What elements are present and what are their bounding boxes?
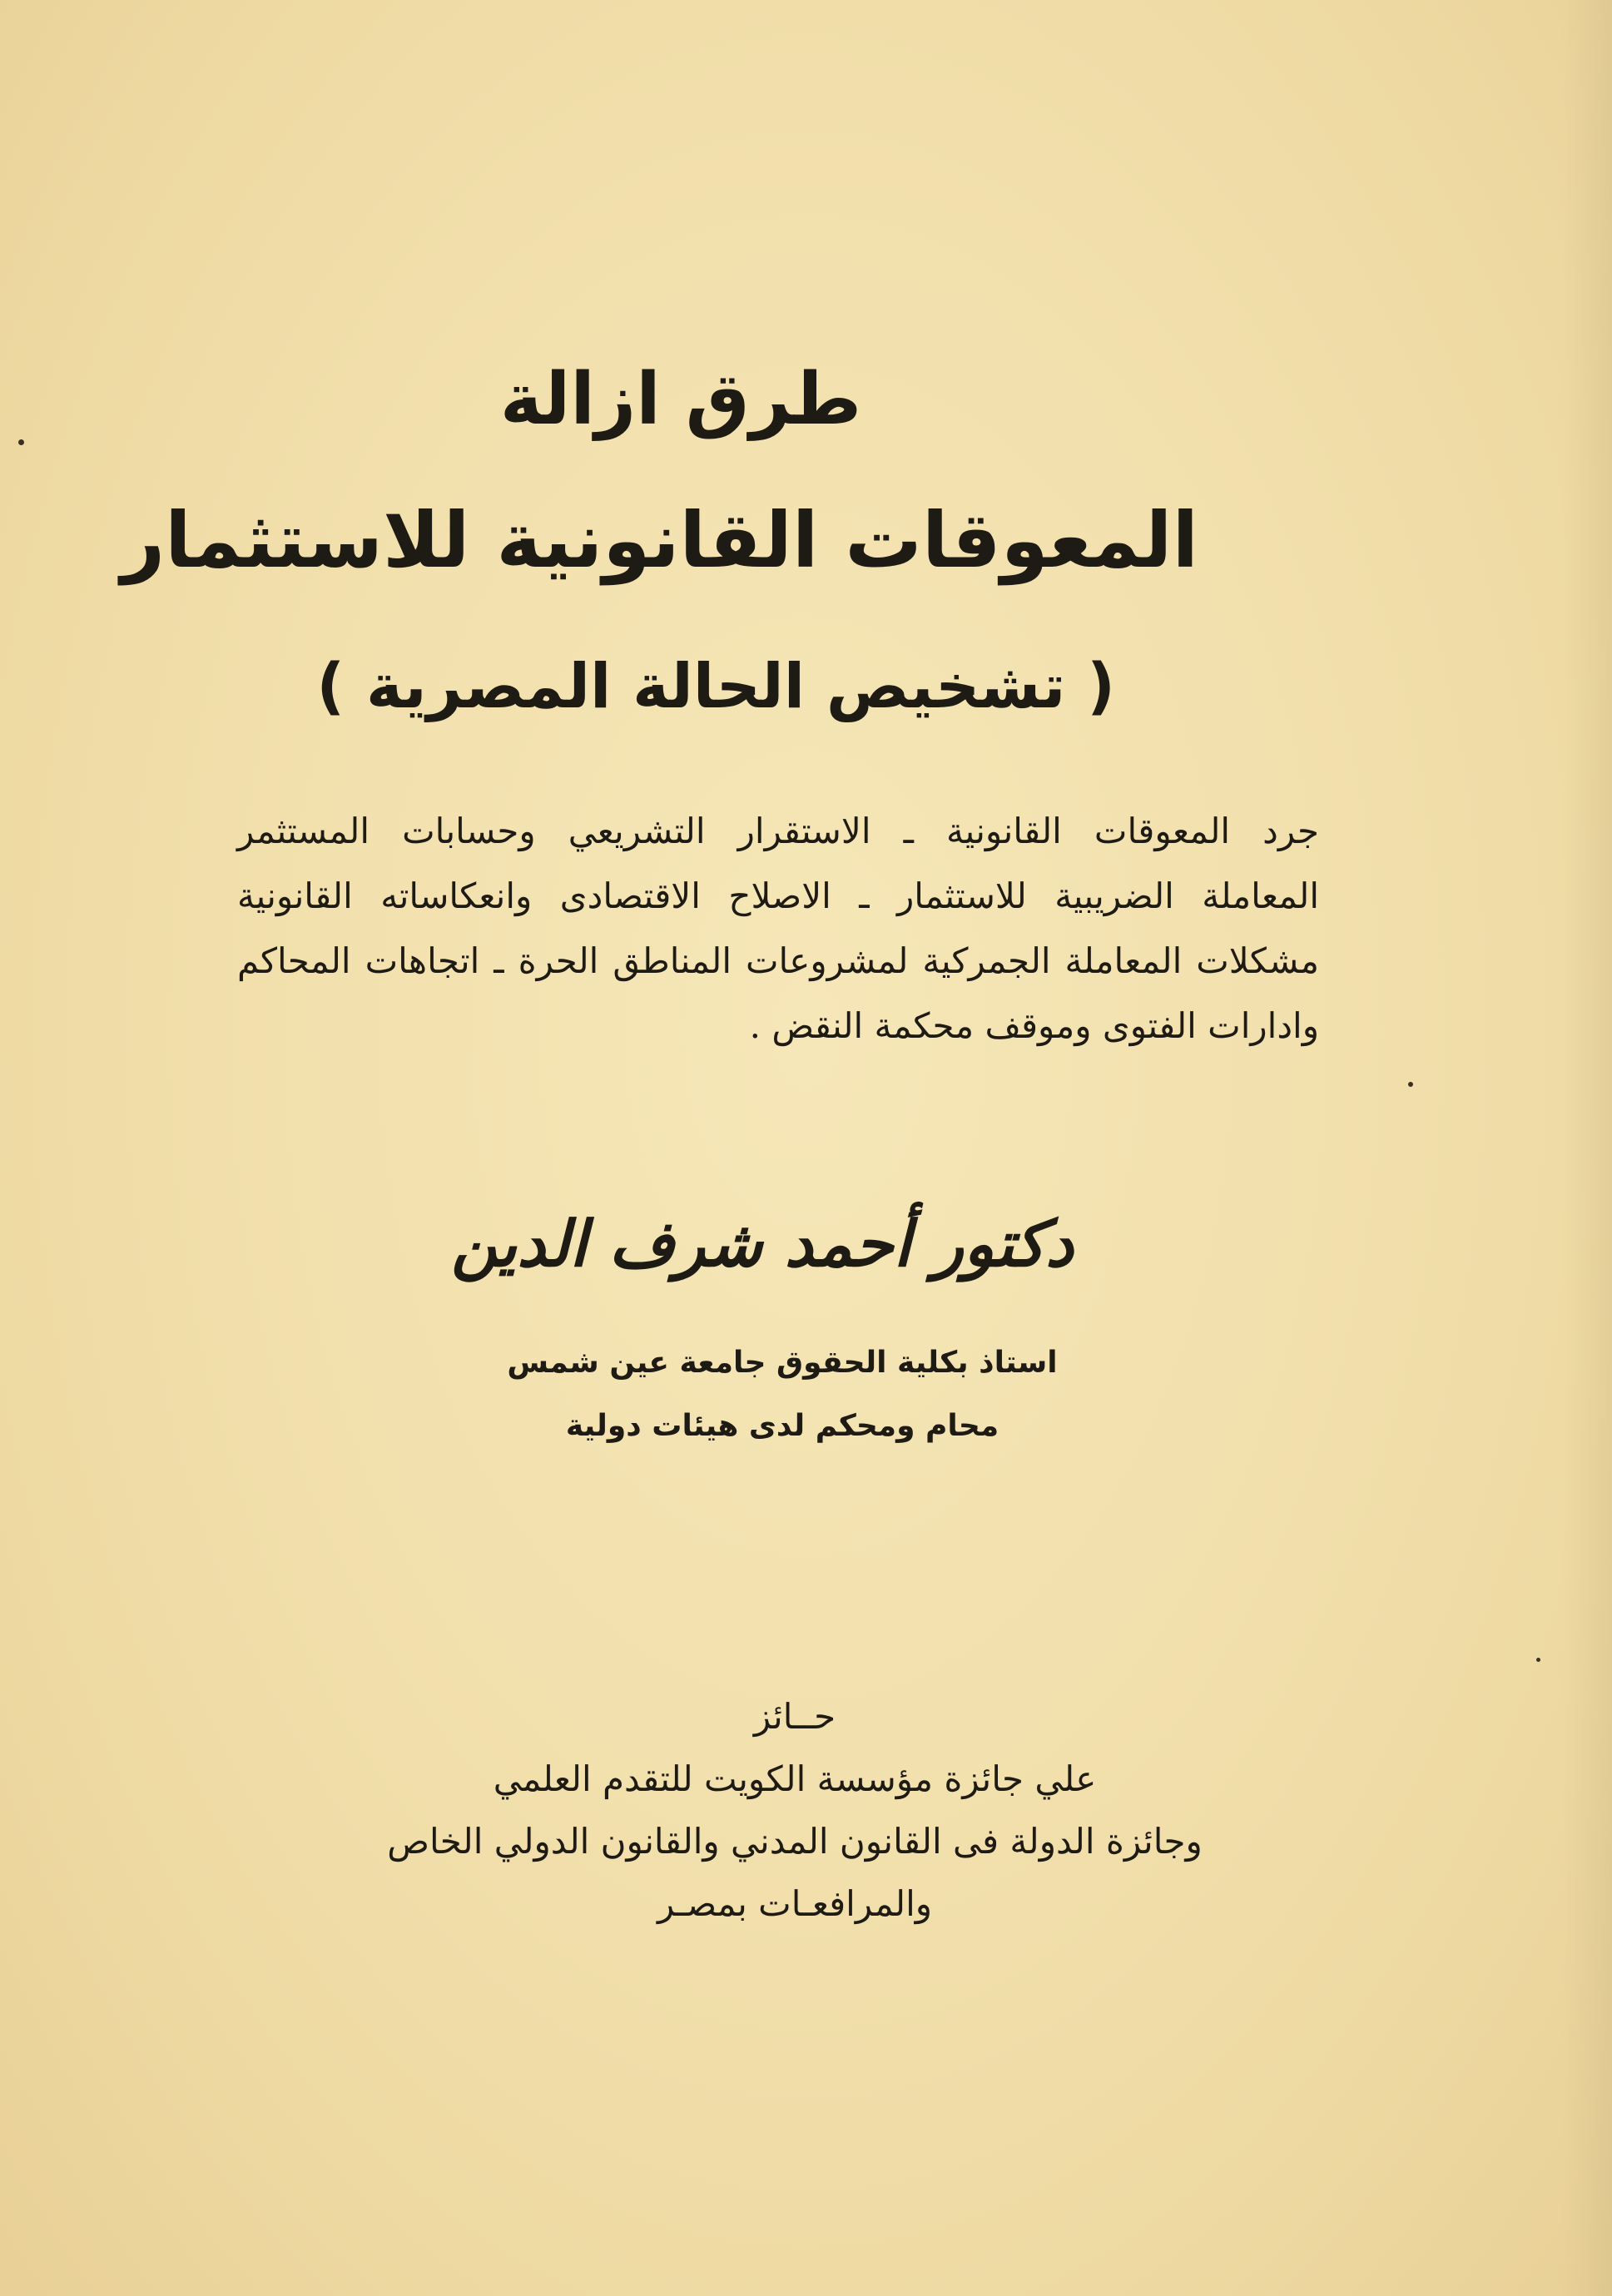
- author-affiliation: [449, 1331, 1115, 1458]
- award-line: والمرافعـات بمصـر: [657, 1883, 933, 1924]
- page-edge-shadow: [1562, 0, 1612, 2296]
- subtitle: ( تشخيص الحالة المصرية ): [316, 651, 1115, 722]
- paper-speck: [1408, 1082, 1413, 1087]
- topics-paragraph: [237, 799, 1319, 1059]
- award-block: [316, 1685, 1273, 1935]
- affiliation-line: استاذ بكلية الحقوق جامعة عين شمس: [507, 1346, 1058, 1380]
- title-line-2: المعوقات القانونية للاستثمار: [121, 496, 1198, 585]
- title-line-1: طرق ازالة: [499, 358, 862, 441]
- paper-speck: [18, 439, 24, 445]
- topic-line: جرد المعوقات القانونية ـ الاستقرار التشريعي وحسابات المستثمر: [237, 811, 1319, 851]
- award-line: علي جائزة مؤسسة الكويت للتقدم العلمي: [493, 1758, 1097, 1799]
- affiliation-line: محام ومحكم لدى هيئات دولية: [565, 1409, 999, 1443]
- topic-line: وادارات الفتوى وموقف محكمة النقض .: [749, 1005, 1319, 1046]
- paper-speck: [1536, 1658, 1540, 1662]
- award-line: حــائز: [753, 1696, 836, 1737]
- topic-line: مشكلات المعاملة الجمركية لمشروعات المناطق الحرة ـ اتجاهات المحاكم: [237, 940, 1319, 981]
- author-name: دكتور أحمد شرف الدين: [451, 1207, 1074, 1281]
- award-line: وجائزة الدولة فى القانون المدني والقانون الدولي الخاص: [387, 1821, 1203, 1862]
- topic-line: المعاملة الضريبية للاستثمار ـ الاصلاح الاقتصادى وانعكاساته القانونية: [237, 875, 1319, 916]
